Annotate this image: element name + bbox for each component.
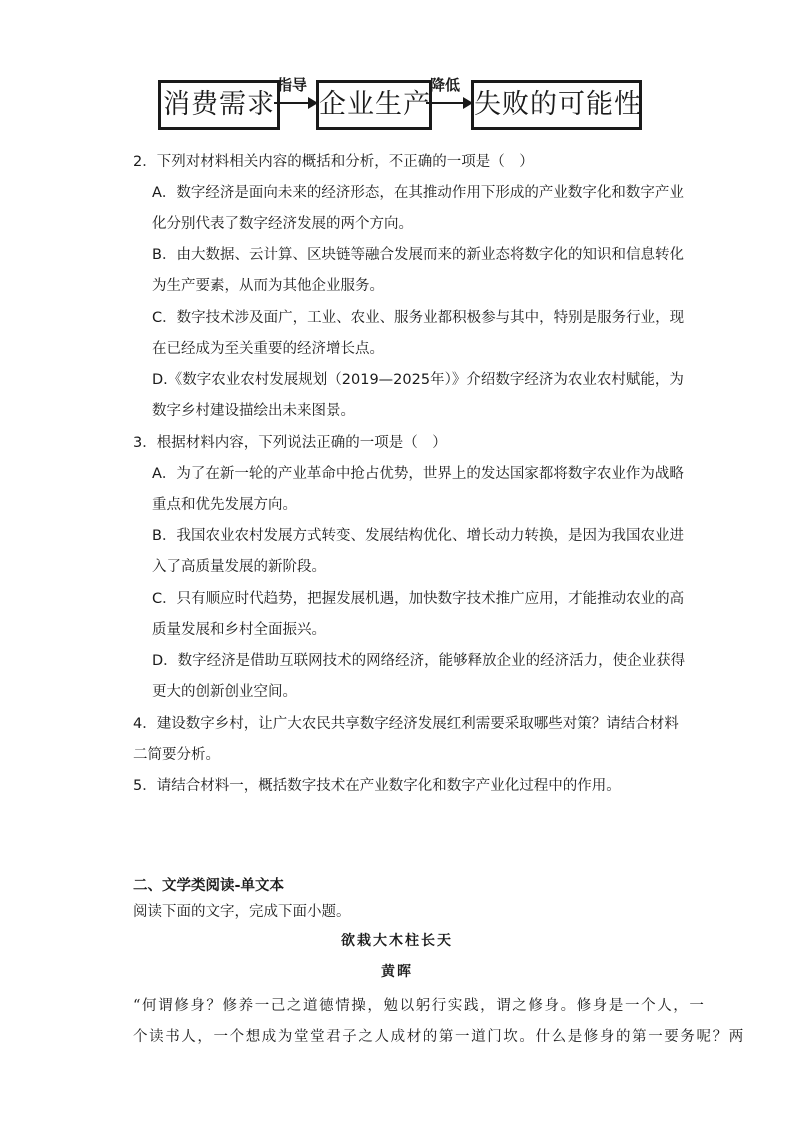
q3-option-d-line1: D．数字经济是借助互联网技术的网络经济，能够释放企业的经济活力，使企业获得 <box>152 653 686 669</box>
flow-arrow-label-guide: 指导 <box>277 76 308 94</box>
section-instruction: 阅读下面的文字，完成下面小题。 <box>133 904 351 920</box>
q2-option-a-line2: 化分别代表了数字经济发展的两个方向。 <box>152 216 413 232</box>
flow-diagram <box>158 72 642 132</box>
article-title: 欲栽大木柱长天 <box>341 933 453 949</box>
q2-option-b-line1: B．由大数据、云计算、区块链等融合发展而来的新业态将数字化的知识和信息转化 <box>152 247 684 263</box>
section-heading: 二、文学类阅读-单文本 <box>133 878 285 894</box>
q2-option-c-line2: 在已经成为至关重要的经济增长点。 <box>152 341 384 357</box>
q3-option-c-line1: C．只有顺应时代趋势，把握发展机遇，加快数字技术推广应用，才能推动农业的高 <box>152 591 685 607</box>
q2-option-c-line1: C．数字技术涉及面广，工业、农业、服务业都积极参与其中，特别是服务行业，现 <box>152 310 685 326</box>
question-3-stem: 3．根据材料内容，下列说法正确的一项是（ ） <box>133 435 447 451</box>
q3-option-d-line2: 更大的创新创业空间。 <box>152 684 297 700</box>
question-4-line1: 4．建设数字乡村，让广大农民共享数字经济发展红利需要采取哪些对策？请结合材料 <box>133 716 679 732</box>
article-author: 黄晖 <box>381 964 413 980</box>
q3-option-a-line1: A．为了在新一轮的产业革命中抢占优势，世界上的发达国家都将数字农业作为战略 <box>152 466 684 482</box>
article-paragraph-line2: 个读书人，一个想成为堂堂君子之人成材的第一道门坎。什么是修身的第一要务呢？两 <box>133 1029 745 1045</box>
question-4-line2: 二简要分析。 <box>133 747 220 763</box>
flow-arrow-right-icon <box>426 102 471 104</box>
q2-option-b-line2: 为生产要素，从而为其他企业服务。 <box>152 278 384 294</box>
flow-box-failure-probability: 失败的可能性 <box>471 80 642 130</box>
flow-arrow-label-reduce: 降低 <box>430 76 461 94</box>
q2-option-d-line1: D.《数字农业农村发展规划（2019—2025年）》介绍数字经济为农业农村赋能，为 <box>152 372 684 388</box>
q3-option-a-line2: 重点和优先发展方向。 <box>152 497 297 513</box>
flow-box-consumer-demand: 消费需求 <box>158 80 280 130</box>
question-2-stem: 2．下列对材料相关内容的概括和分析，不正确的一项是（ ） <box>133 154 534 170</box>
article-paragraph-line1: “何谓修身？修养一己之道德情操，勉以躬行实践，谓之修身。修身是一个人，一 <box>133 998 706 1014</box>
q2-option-d-line2: 数字乡村建设描绘出未来图景。 <box>152 403 355 419</box>
flow-arrow-right-icon <box>274 102 316 104</box>
q3-option-b-line2: 入了高质量发展的新阶段。 <box>152 559 326 575</box>
q3-option-c-line2: 质量发展和乡村全面振兴。 <box>152 622 326 638</box>
question-5: 5．请结合材料一，概括数字技术在产业数字化和数字产业化过程中的作用。 <box>133 778 621 794</box>
q2-option-a-line1: A．数字经济是面向未来的经济形态，在其推动作用下形成的产业数字化和数字产业 <box>152 185 684 201</box>
q3-option-b-line1: B．我国农业农村发展方式转变、发展结构优化、增长动力转换，是因为我国农业进 <box>152 528 684 544</box>
flow-box-enterprise-production: 企业生产 <box>316 80 432 130</box>
